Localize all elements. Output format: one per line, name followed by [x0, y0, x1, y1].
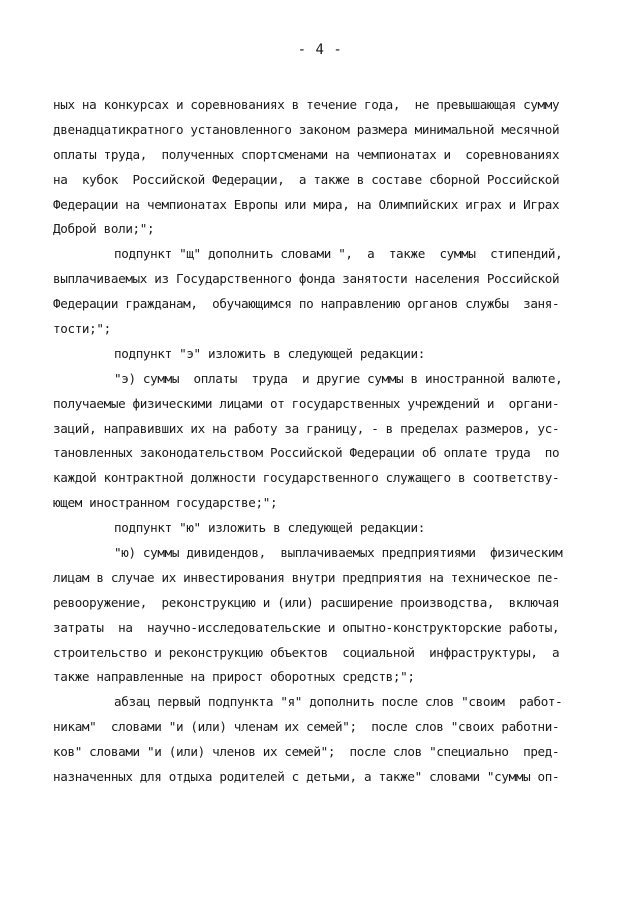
- text-line: Федерации гражданам, обучающимся по направлению органов службы заня-: [53, 296, 560, 312]
- text-line: лицам в случае их инвестирования внутри предприятия на техническое пе-: [53, 569, 560, 585]
- text-line: тости;";: [53, 321, 111, 337]
- text-line: выплачиваемых из Государственного фонда занятости населения Российской: [53, 271, 560, 287]
- paragraph-first-line: подпункт "э" изложить в следующей редакции:: [114, 345, 425, 361]
- text-line: двенадцатикратного установленного законом размера минимальной месячной: [53, 121, 560, 137]
- text-line: назначенных для отдыха родителей с детьми, а также" словами "суммы оп-: [53, 769, 560, 785]
- text-line: никам" словами "и (или) членам их семей"; после слов "своих работни-: [53, 719, 560, 735]
- text-line: заций, направивших их на работу за границу, - в пределах размеров, ус-: [53, 420, 560, 436]
- text-line: каждой контрактной должности государственного служащего в соответству-: [53, 470, 560, 486]
- text-line: оплаты труда, полученных спортсменами на чемпионатах и соревнованиях: [53, 146, 560, 162]
- text-line: тановленных законодательством Российской Федерации об оплате труда по: [53, 445, 560, 461]
- text-line: Доброй воли;";: [53, 221, 155, 237]
- text-line: получаемые физическими лицами от государственных учреждений и органи-: [53, 395, 560, 411]
- text-line: Федерации на чемпионатах Европы или мира, на Олимпийских играх и Играх: [53, 196, 560, 212]
- body-text: [53, 93, 593, 790]
- paragraph-first-line: "ю) суммы дивидендов, выплачиваемых предприятиями физическим: [114, 545, 563, 561]
- text-line: ков" словами "и (или) членов их семей"; после слов "специально пред-: [53, 744, 560, 760]
- paragraph-first-line: "э) суммы оплаты труда и другие суммы в иностранной валюте,: [114, 370, 563, 386]
- paragraph-first-line: подпункт "щ" дополнить словами ", а также суммы стипендий,: [114, 246, 563, 262]
- paragraph-first-line: абзац первый подпункта "я" дополнить после слов "своим работ-: [114, 694, 563, 710]
- paragraph-first-line: подпункт "ю" изложить в следующей редакции:: [114, 520, 425, 536]
- text-line: на кубок Российской Федерации, а также в составе сборной Российской: [53, 171, 560, 187]
- text-line: строительство и реконструкцию объектов социальной инфраструктуры, а: [53, 644, 560, 660]
- text-line: также направленные на прирост оборотных средств;";: [53, 669, 415, 685]
- text-line: ющем иностранном государстве;";: [53, 495, 278, 511]
- text-line: ных на конкурсах и соревнованиях в течение года, не превышающая сумму: [53, 97, 560, 112]
- text-line: затраты на научно-исследовательские и опытно-конструкторские работы,: [53, 619, 560, 635]
- page-number: - 4 -: [297, 42, 343, 58]
- text-line: ревооружение, реконструкцию и (или) расширение производства, включая: [53, 594, 560, 610]
